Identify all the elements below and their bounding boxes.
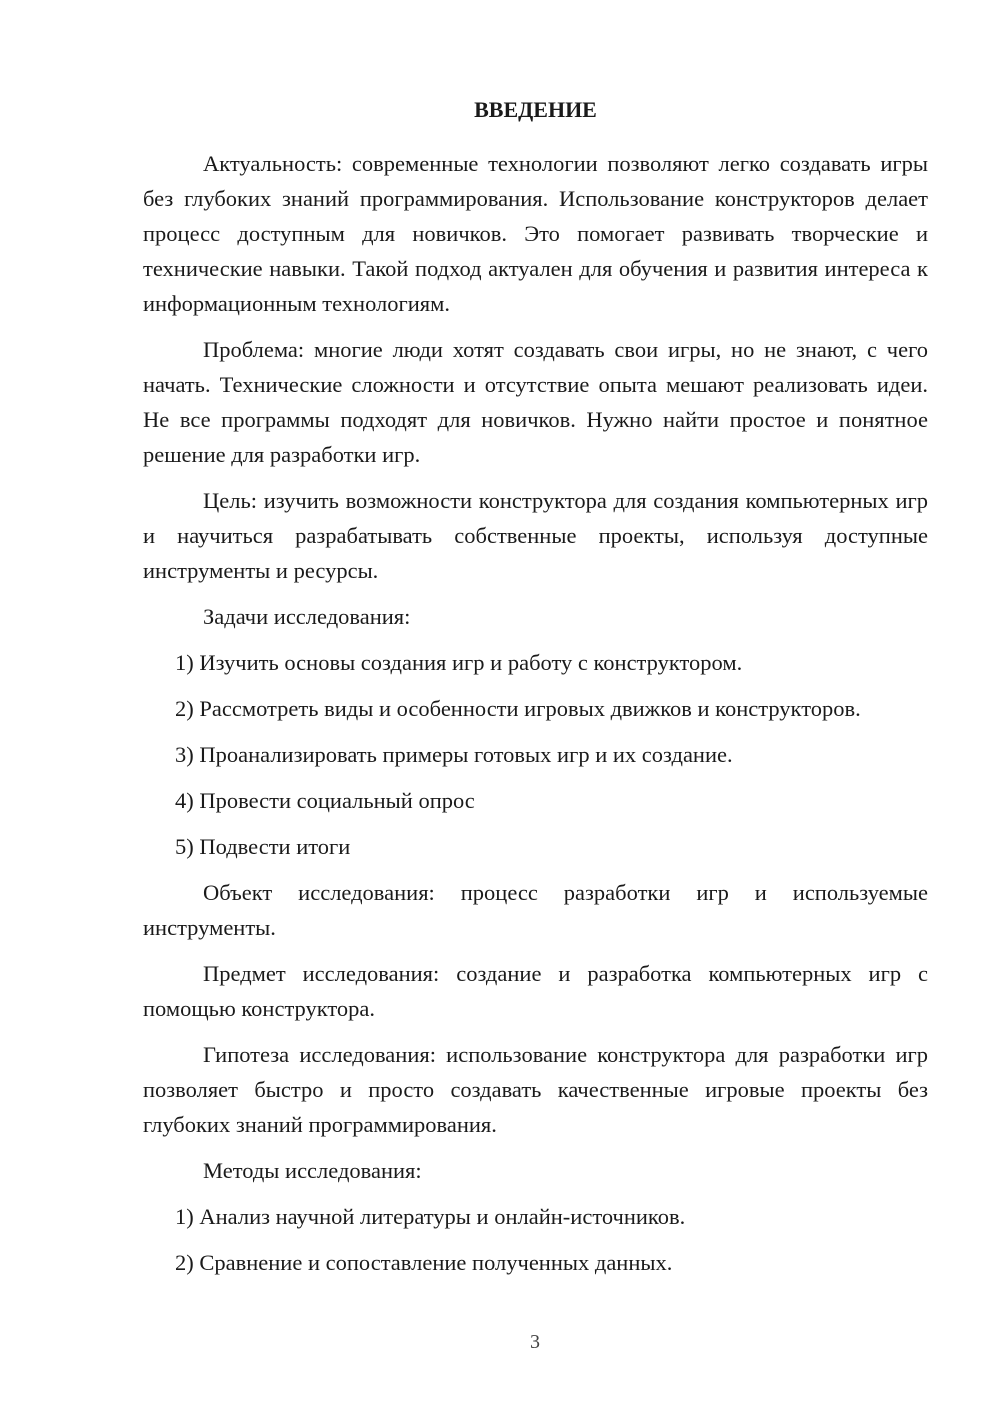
method-item: 1) Анализ научной литературы и онлайн-источников.	[175, 1204, 686, 1229]
paragraph-object: Объект исследования: процесс разработки игр и используемые инструменты.	[143, 880, 928, 940]
paragraph-goal: Цель: изучить возможности конструктора для создания компьютерных игр и научиться разрабатывать собственные проекты, используя доступные инструменты и ресурсы.	[143, 488, 928, 583]
task-item: 4) Провести социальный опрос	[175, 788, 475, 813]
task-item: 2) Рассмотреть виды и особенности игровых движков и конструкторов.	[175, 696, 861, 721]
task-item: 3) Проанализировать примеры готовых игр и их создание.	[175, 742, 733, 767]
task-item: 1) Изучить основы создания игр и работу с конструктором.	[175, 650, 743, 675]
paragraph-tasks-heading: Задачи исследования:	[203, 604, 411, 629]
section-heading: ВВЕДЕНИЕ	[474, 97, 597, 122]
paragraph-problem: Проблема: многие люди хотят создавать свои игры, но не знают, с чего начать. Технические сложности и отсутствие опыта мешают реализовать идеи. Не все программы подходят для новичков. Нужно найти простое и понятное решение для разработки игр.	[143, 337, 928, 467]
paragraph-hypothesis: Гипотеза исследования: использование конструктора для разработки игр позволяет быстро и просто создавать качественные игровые проекты без глубоких знаний программирования.	[143, 1042, 928, 1137]
paragraph-methods-heading: Методы исследования:	[203, 1158, 422, 1183]
paragraph-relevance: Актуальность: современные технологии позволяют легко создавать игры без глубоких знаний программирования. Использование конструкторов делает процесс доступным для новичков. Это помогает развивать творческие и технические навыки. Такой подход актуален для обучения и развития интереса к информационным технологиям.	[143, 151, 928, 316]
document-page	[143, 92, 928, 1291]
paragraph-subject: Предмет исследования: создание и разработка компьютерных игр с помощью конструктора.	[143, 961, 928, 1021]
method-item: 2) Сравнение и сопоставление полученных данных.	[175, 1250, 673, 1275]
task-item: 5) Подвести итоги	[175, 834, 351, 859]
page-number: 3	[530, 1331, 540, 1353]
